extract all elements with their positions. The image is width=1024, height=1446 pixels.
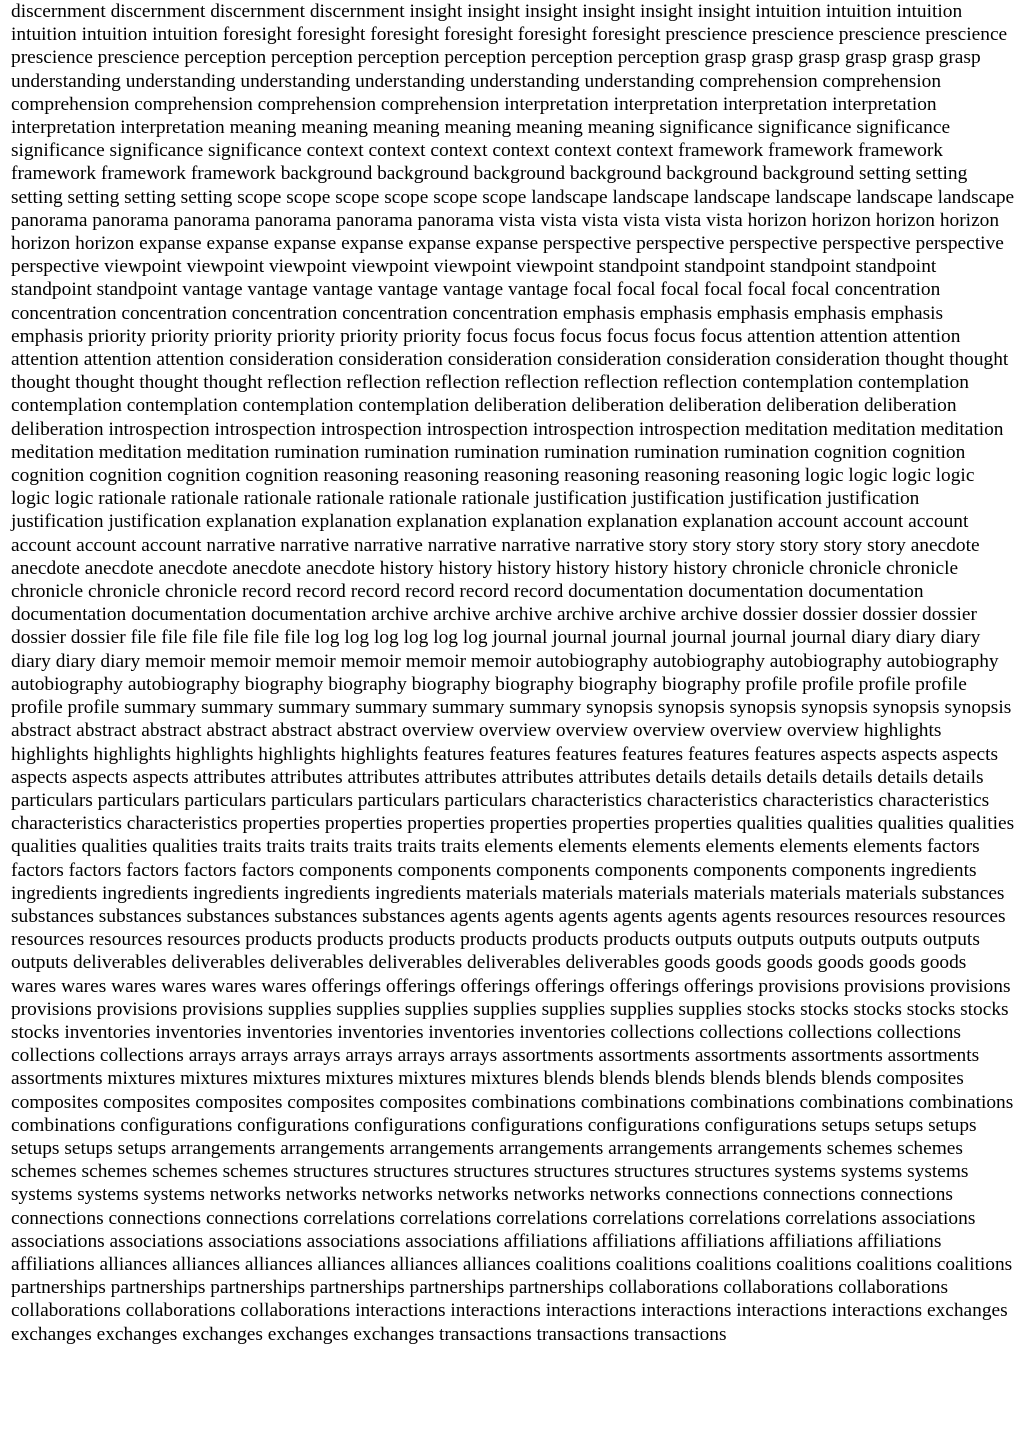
- text-line: arrangements arrangements arrangements arrangements arrangements schemes schemes schemes schemes schemes: [11, 1137, 963, 1183]
- text-line: elements elements elements elements elements elements factors factors factors factors factors factors components: [11, 836, 980, 881]
- text-line: goods wares wares wares wares wares wares offerings offerings offerings offerings offerings offerings provisions: [11, 952, 967, 997]
- text-line: components components components components components ingredients ingredients ingredients ingredients: [11, 859, 977, 904]
- text-line: highlights highlights highlights highlights highlights highlights features features features features features features: [11, 720, 942, 765]
- text-line: log log log log log journal journal journal journal journal journal diary diary diary diary diary diary memoir memoir: [11, 627, 981, 672]
- text-line: priority priority priority priority priority priority focus focus focus focus focus focus attention attention attention: [88, 325, 961, 347]
- text-line: justification justification justification justification justification justification explanation explanation explanation: [11, 488, 920, 533]
- text-line: autobiography biography biography biography biography biography biography profile profile profile profile profile: [11, 673, 967, 719]
- text-line: background background background background setting setting setting setting setting setting scope scope scope scope: [11, 163, 968, 208]
- text-line: grasp grasp grasp grasp grasp understanding understanding understanding understanding understanding understanding: [11, 47, 981, 92]
- text-line: profile summary summary summary summary summary summary synopsis synopsis synopsis synopsis synopsis: [67, 697, 940, 719]
- text-line: configurations configurations configurations configurations setups setups setups setups setups setups arrangements: [11, 1114, 977, 1159]
- text-line: characteristics characteristics characteristics characteristics characteristics properties properties properties properties: [11, 789, 990, 835]
- text-line: synopsis abstract abstract abstract abstract abstract abstract overview overview overview overview overview overview: [11, 697, 1012, 742]
- text-line: narrative narrative narrative story story story story story story anecdote anecdote anecdote anecdote anecdote anecdote: [11, 534, 980, 579]
- text-line: thought thought thought thought thought reflection reflection reflection reflection reflection reflection contemplation: [11, 349, 1009, 394]
- text-line: interactions exchanges exchanges exchanges exchanges exchanges exchanges transactions transactions transactions: [11, 1300, 1008, 1345]
- text-line: history history history history history history chronicle chronicle chronicle chronicle chronicle chronicle record record: [11, 557, 959, 603]
- text-line: contemplation contemplation contemplation contemplation contemplation deliberation deliberation deliberation: [11, 372, 969, 417]
- text-line: panorama panorama vista vista vista vista vista vista horizon horizon horizon horizon horizon horizon expanse expanse: [11, 209, 1000, 255]
- text-line: meaning significance significance significance significance significance significance context context context context: [11, 117, 951, 162]
- text-line: stocks stocks stocks stocks stocks stocks inventories inventories inventories inventories inventories inventories: [11, 998, 1009, 1043]
- text-line: comprehension comprehension comprehension comprehension comprehension comprehension interpretation: [11, 70, 942, 115]
- text-line: collections collections collections collections collections collections arrays arrays arrays arrays arrays arrays assortments: [11, 1021, 961, 1067]
- text-line: collaborations collaborations collaborations collaborations interactions interactions interactions interactions interactions: [11, 1277, 949, 1322]
- text-line: ingredients ingredients materials materials materials materials materials materials substances substances substances: [11, 882, 1005, 927]
- text-line: coalitions partnerships partnerships partnerships partnerships partnerships partnerships collaborations collaborations: [11, 1253, 1013, 1299]
- text-line: combinations combinations combinations combinations combinations combinations configurations configurations: [11, 1091, 1014, 1136]
- text-line: prescience prescience prescience prescience perception perception perception perception perception perception grasp: [11, 24, 1008, 69]
- text-line: rumination rumination cognition cognition cognition cognition cognition cognition reasoning reasoning reasoning: [11, 441, 966, 487]
- text-line: interpretation interpretation interpretation interpretation interpretation meaning meaning meaning meaning meaning: [11, 93, 937, 139]
- text-line: substances substances substances agents agents agents agents agents agents resources resources resources resources: [11, 905, 1006, 951]
- text-line: context context framework framework framework framework framework framework background background: [11, 140, 944, 185]
- text-line: record record record record documentation documentation documentation documentation documentation documentation: [11, 581, 924, 626]
- text-line: scope scope landscape landscape landscape landscape landscape landscape panorama panorama panorama panorama: [11, 186, 1015, 231]
- text-line: vantage vantage vantage vantage vantage vantage focal focal focal focal focal focal concentration concentration: [11, 279, 941, 324]
- text-line: connections connections correlations correlations correlations correlations correlations correlations associations: [108, 1207, 976, 1229]
- text-line: discernment discernment discernment discernment insight insight insight insight insight insight intuition intuition: [11, 1, 892, 22]
- text-line: properties properties qualities qualities qualities qualities qualities qualities qualities traits traits traits traits traits traits: [11, 813, 1015, 858]
- text-line: intuition intuition intuition intuition foresight foresight foresight foresight foresight foresight prescience prescience: [11, 1, 963, 46]
- text-line: reasoning reasoning reasoning logic logic logic logic logic logic rationale rationale rationale rationale rationale rationale: [11, 465, 975, 510]
- text-line: expanse expanse expanse expanse perspective perspective perspective perspective perspective perspective viewpoint: [11, 233, 1004, 278]
- text-line: provisions provisions provisions provisions provisions supplies supplies supplies supplies supplies supplies supplies: [11, 975, 1011, 1020]
- text-line: details details details details particulars particulars particulars particulars particulars particulars characteristics: [11, 766, 984, 811]
- text-line: memoir memoir memoir memoir autobiography autobiography autobiography autobiography autobiography: [11, 650, 999, 695]
- text-line: schemes structures structures structures structures structures structures systems systems systems systems systems: [11, 1161, 969, 1206]
- text-line: concentration concentration concentration concentration emphasis emphasis emphasis emphasis emphasis emphasis: [11, 302, 944, 347]
- text-line: blends blends blends blends blends blends composites composites composites composites composites composites: [11, 1068, 964, 1113]
- text-line: attention attention attention consideration consideration consideration consideration consideration consideration thought: [11, 349, 945, 371]
- text-line: explanation explanation explanation account account account account account account narrative narrative narrative: [11, 511, 969, 556]
- text-line: viewpoint viewpoint viewpoint viewpoint viewpoint standpoint standpoint standpoint standpoint standpoint standpoint: [11, 256, 937, 301]
- text-line: archive archive archive archive archive archive dossier dossier dossier dossier dossier dossier file file file file file file log: [11, 604, 977, 649]
- text-line: assortments assortments assortments assortments assortments mixtures mixtures mixtures mixtures mixtures mixtures: [11, 1045, 980, 1090]
- text-line: affiliations alliances alliances alliances alliances alliances alliances coalitions coalitions coalitions coalitions coalitions: [11, 1253, 932, 1275]
- text-line: resources resources products products products products products products outputs outputs outputs outputs outputs: [89, 929, 980, 951]
- text-line: systems networks networks networks networks networks networks connections connections connections connections: [11, 1184, 953, 1229]
- body-text: [11, 0, 1015, 1346]
- text-line: deliberation deliberation deliberation introspection introspection introspection introspection introspection introspection: [11, 395, 957, 440]
- text-line: aspects aspects aspects aspects aspects aspects attributes attributes attributes attributes attributes attributes details details: [11, 743, 999, 788]
- text-line: meditation meditation meditation meditation meditation meditation rumination rumination rumination rumination: [11, 418, 1004, 463]
- text-line: outputs deliverables deliverables deliverables deliverables deliverables deliverables goods goods goods goods goods: [11, 952, 916, 974]
- text-line: associations associations associations associations associations affiliations affiliations affiliations affiliations affiliations: [11, 1230, 942, 1252]
